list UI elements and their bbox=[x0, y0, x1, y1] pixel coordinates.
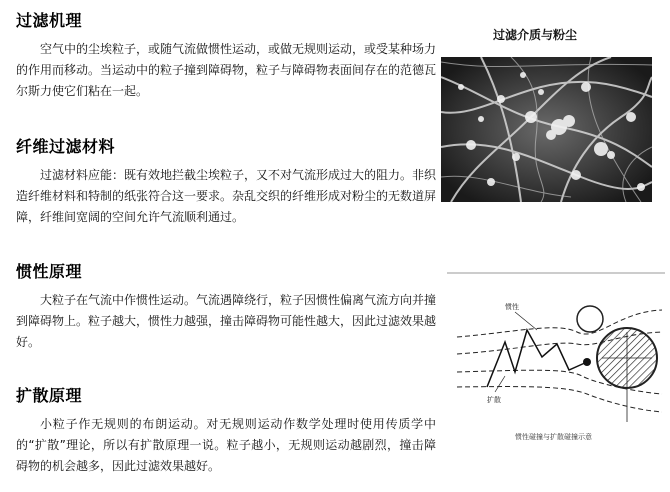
section-body: 小粒子作无规则的布朗运动。对无规则运动作数学处理时使用传质学中的“扩散”理论，所以有扩散原理一说。粒子越小，无规则运动越剧烈，撞击障碍物的机会越多，因此过滤效果越好。 bbox=[16, 417, 436, 473]
figures-column bbox=[441, 0, 670, 492]
diagram-caption: 惯性碰撞与扩散碰撞示意 bbox=[515, 433, 592, 441]
section-body: 空气中的尘埃粒子，或随气流做惯性运动，或做无规则运动，或受某种场力的作用而移动。当运动中的粒子撞到障碍物，粒子与障碍物表面间存在的范德瓦尔斯力使它们粘在一起。 bbox=[16, 42, 437, 98]
section-title: 惯性原理 bbox=[16, 262, 83, 281]
section-fiber-filter-material bbox=[16, 134, 436, 228]
section-inertia-principle bbox=[16, 259, 436, 353]
section-title: 纤维过滤材料 bbox=[16, 137, 116, 156]
inertia-particle bbox=[577, 306, 603, 332]
photo-title: 过滤介质与粉尘 bbox=[493, 28, 578, 42]
label-inertia: 惯性 bbox=[505, 303, 519, 311]
section-body: 过滤材料应能：既有效地拦截尘埃粒子，又不对气流形成过大的阻力。非织造纤维材料和特制的纸张符合这一要求。杂乱交织的纤维形成对粉尘的无数道屏障，纤维间宽阔的空间允许气流顺利通过。 bbox=[16, 168, 437, 224]
filter-media-dust-photo bbox=[441, 57, 652, 202]
section-diffusion-principle bbox=[16, 383, 436, 477]
obstacle-fiber bbox=[597, 328, 657, 388]
diffusion-path bbox=[487, 330, 587, 387]
section-title: 过滤机理 bbox=[16, 11, 83, 30]
section-body: 大粒子在气流中作惯性运动。气流遇障绕行，粒子因惯性偏离气流方向并撞到障碍物上。粒子越大，惯性力越强，撞击障碍物可能性越大，因此过滤效果越好。 bbox=[16, 293, 437, 349]
inertia-diffusion-diagram bbox=[447, 272, 665, 450]
label-diffusion: 扩散 bbox=[487, 396, 501, 404]
section-filtration-mechanism bbox=[16, 8, 436, 102]
section-title: 扩散原理 bbox=[16, 386, 83, 405]
